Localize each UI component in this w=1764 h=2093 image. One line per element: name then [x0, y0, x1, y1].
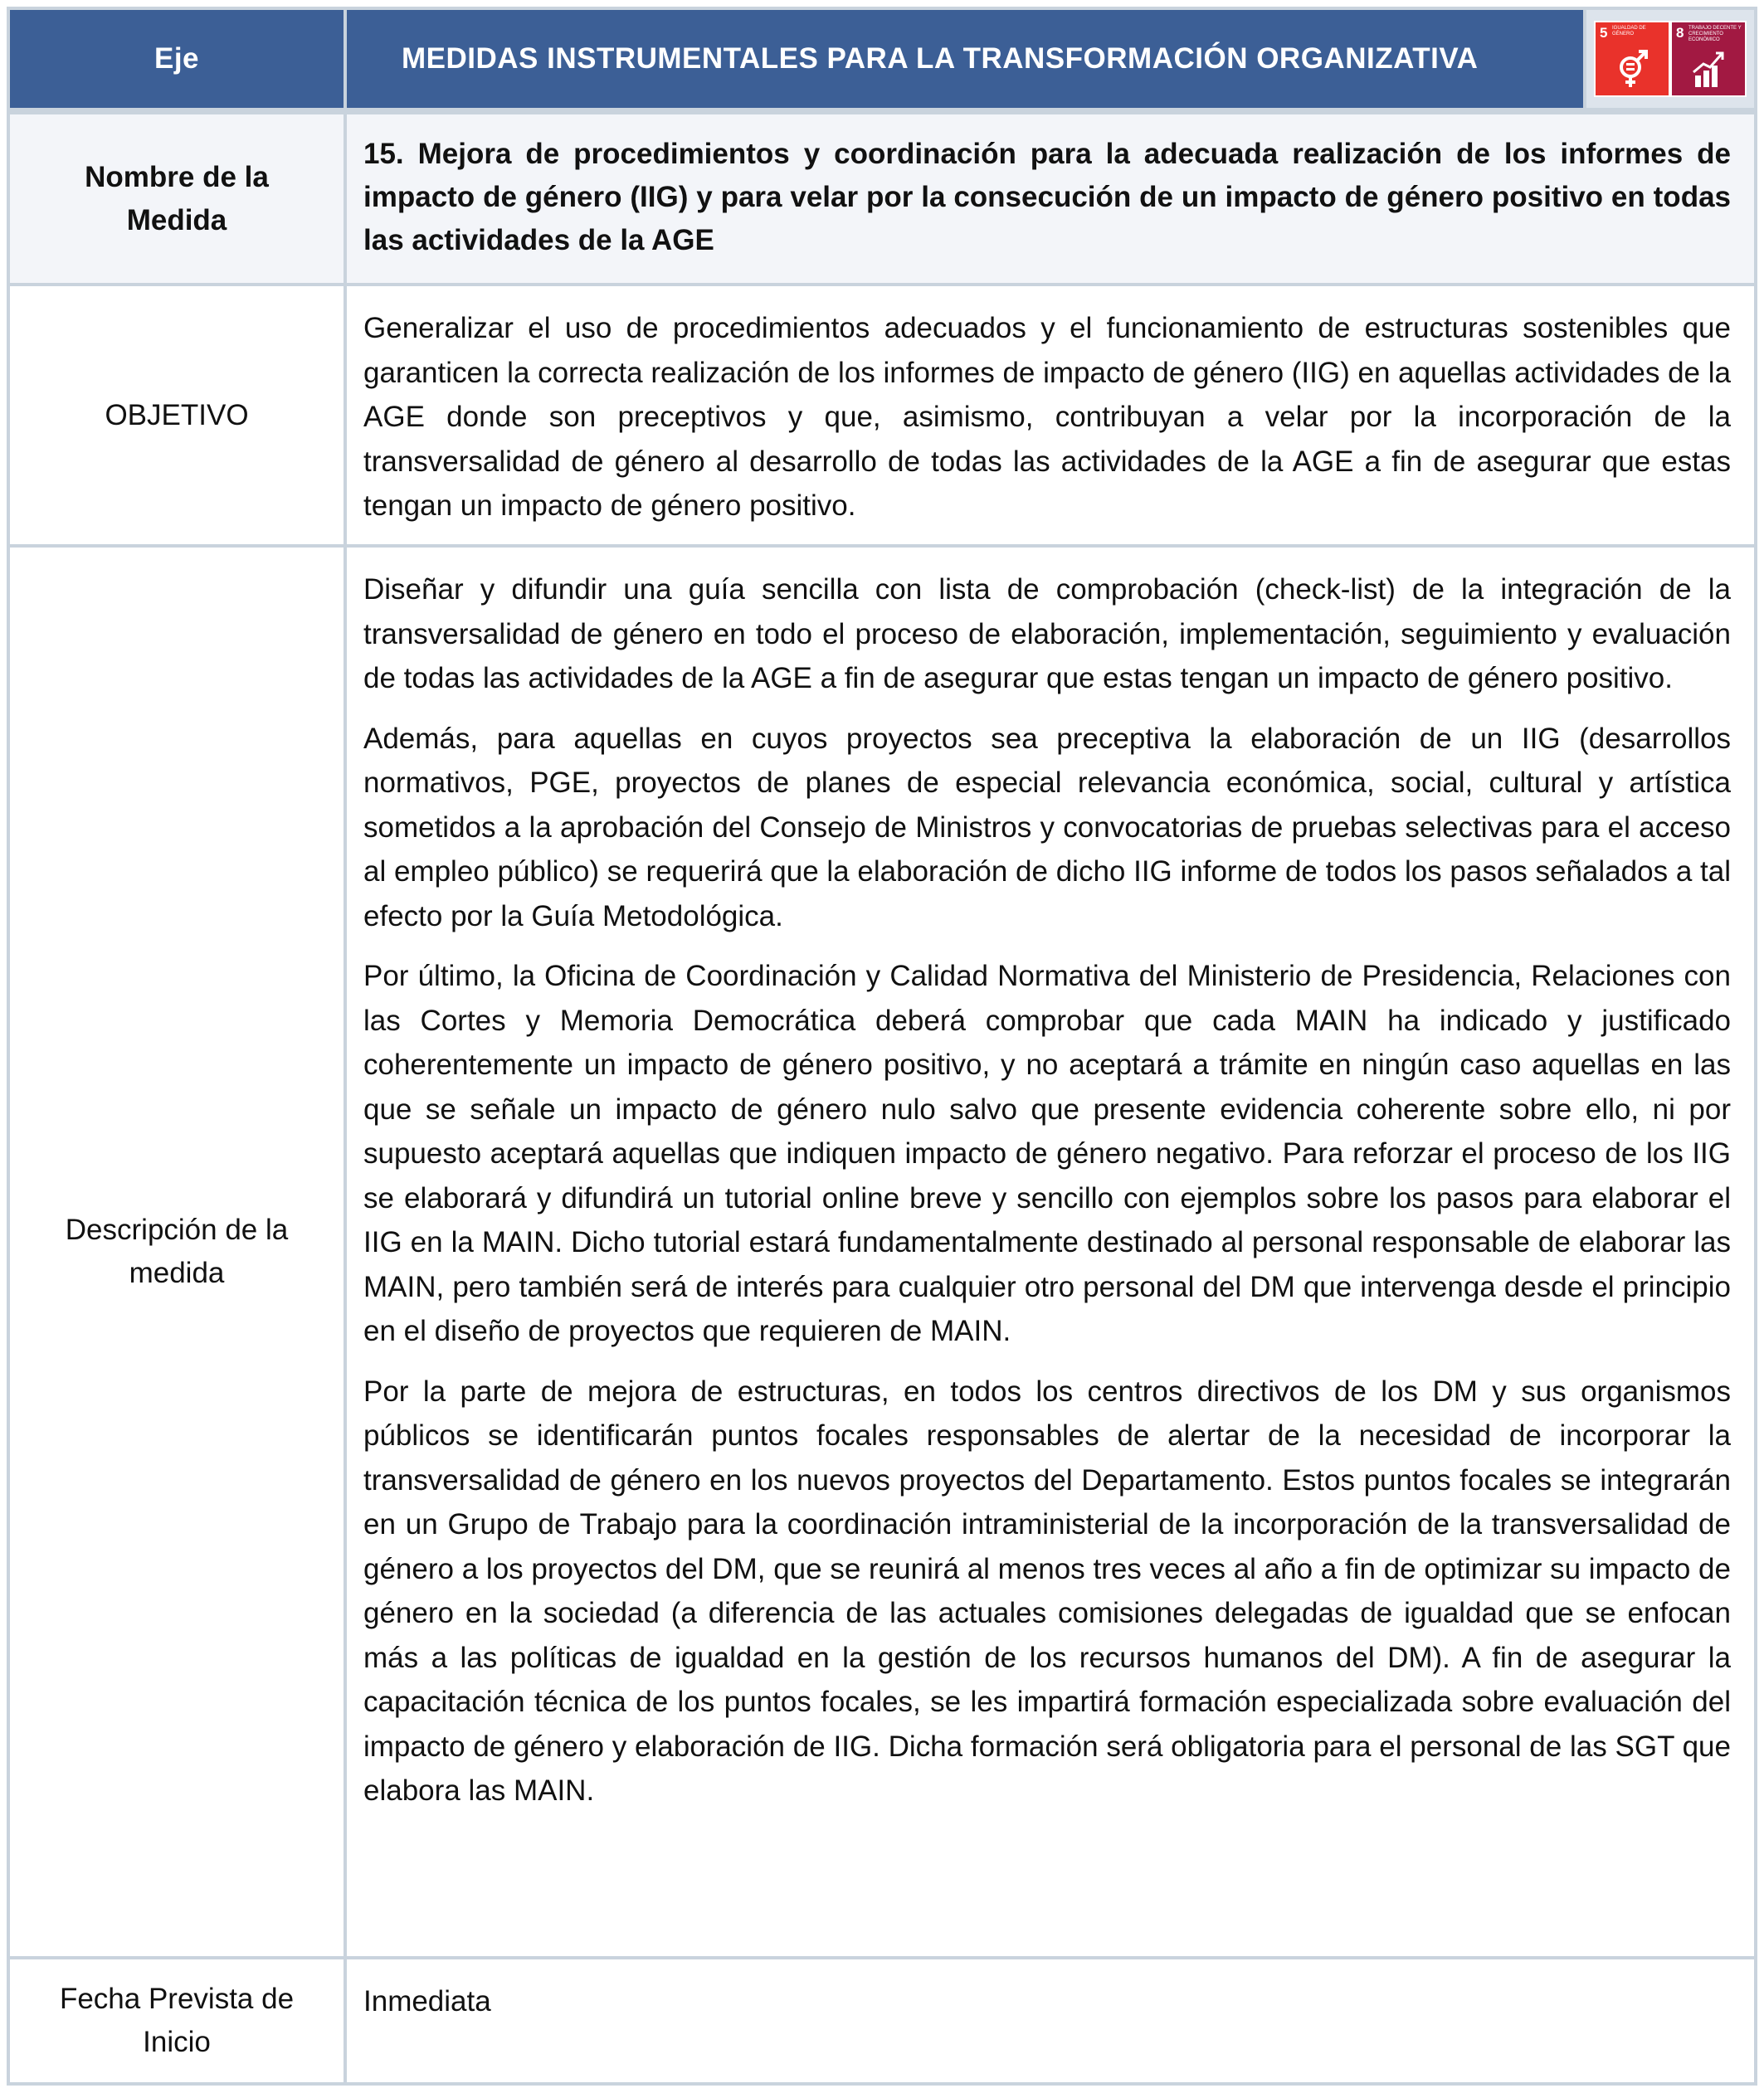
objetivo-label: OBJETIVO — [105, 398, 249, 431]
descripcion-paragraph: Diseñar y difundir una guía sencilla con lista de comprobación (check-list) de la integración de la transversalidad de género en todo el proceso de elaboración, implementación, seguimiento y evaluación de todas las actividades de la AGE a fin de asegurar que estas tengan un impacto de género positivo. — [363, 573, 1731, 694]
fecha-label: Fecha Prevista de Inicio — [59, 1983, 295, 2058]
descripcion-paragraph: Además, para aquellas en cuyos proyectos sea preceptiva la elaboración de un IIG (desarrollos normativos, PGE, proyectos de planes de especial relevancia económica, social, cultural y artística sometidos a la aprobación del Consejo de Ministros y convocatorias de pruebas selectivas para el acceso al empleo público) se requerirá que la elaboración de dicho IIG informe de todos los pasos señalados a tal efecto por la Guía Metodológica. — [363, 722, 1731, 932]
fecha-value: Inmediata — [363, 1985, 491, 2018]
measure-table — [7, 7, 1757, 2086]
sdg-5-badge — [1596, 22, 1669, 95]
sdg-8-badge — [1672, 22, 1745, 95]
sdg-badges — [1583, 10, 1754, 108]
sdg-8-label: TRABAJO DECENTE Y CRECIMIENTO ECONÓMICO — [1688, 26, 1742, 42]
fecha-value-cell — [347, 1959, 1754, 2082]
nombre-label-cell — [10, 114, 347, 283]
header-title: MEDIDAS INSTRUMENTALES PARA LA TRANSFORMACIÓN ORGANIZATIVA — [402, 42, 1479, 75]
sdg-8-number: 8 — [1676, 25, 1684, 41]
header-title-cell — [347, 10, 1754, 108]
descripcion-paragraph: Por último, la Oficina de Coordinación y Calidad Normativa del Ministerio de Presidencia, Relaciones con las Cortes y Memoria Democrática deberá comprobar que cada MAIN ha indicado y justificado coherentemente un impacto de género positivo, y no aceptará a trámite en ningún caso aquellas en las que se señale un impacto de género nulo salvo que presente evidencia coherente sobre ello, ni por supuesto aceptará aquellas que indiquen impacto de género negativo. Para reforzar el proceso de los IIG se elaborará y difundirá un tutorial online breve y sencillo con ejemplos sobre los pasos para elaborar el IIG en la MAIN. Dicho tutorial estará fundamentalmente destinado al personal responsable de elaborar las MAIN, pero también será de interés para cualquier otro personal del DM que intervenga desde el principio en el diseño de proyectos que requieren de MAIN. — [363, 960, 1731, 1347]
growth-chart-icon — [1690, 47, 1727, 89]
nombre-label: Nombre de la Medida — [85, 160, 269, 236]
table-header — [7, 7, 1757, 111]
objetivo-label-cell — [10, 286, 347, 544]
row-objetivo — [7, 283, 1757, 544]
sdg-5-number: 5 — [1600, 25, 1608, 41]
sdg-5-label: IGUALDAD DE GÉNERO — [1612, 26, 1646, 37]
row-nombre — [7, 111, 1757, 283]
gender-equality-icon — [1614, 47, 1650, 89]
descripcion-label-cell — [10, 548, 347, 1956]
objetivo-value-cell — [347, 286, 1754, 544]
row-fecha — [7, 1956, 1757, 2086]
row-descripcion — [7, 544, 1757, 1956]
descripcion-label: Descripción de la medida — [65, 1214, 289, 1289]
nombre-value: 15. Mejora de procedimientos y coordinación para la adecuada realización de los informes de impacto de género (IIG) y para velar por la consecución de un impacto de género positivo en todas las actividades de la AGE — [363, 138, 1731, 256]
objetivo-value: Generalizar el uso de procedimientos adecuados y el funcionamiento de estructuras sostenibles que garanticen la correcta realización de los informes de impacto de género (IIG) en aquellas actividades de la AGE donde son preceptivos y que, asimismo, contribuyan a velar por la incorporación de la transversalidad de género al desarrollo de todas las actividades de la AGE a fin de asegurar que estas tengan un impacto de género positivo. — [363, 312, 1731, 522]
fecha-label-cell — [10, 1959, 347, 2082]
descripcion-value-cell — [347, 548, 1754, 1956]
nombre-value-cell — [347, 114, 1754, 283]
descripcion-paragraph: Por la parte de mejora de estructuras, en todos los centros directivos de los DM y sus organismos públicos se identificarán puntos focales responsables de alertar de la necesidad de incorporar la transversalidad de género en los nuevos proyectos del Departamento. Estos puntos focales se integrarán en un Grupo de Trabajo para la coordinación intraministerial de la incorporación de la transversalidad de género a los proyectos del DM, que se reunirá al menos tres veces al año a fin de optimizar su impacto de género en la sociedad (a diferencia de las actuales comisiones delegadas de igualdad que se enfocan más a las políticas de igualdad en la gestión de los recursos humanos del DM). A fin de asegurar la capacitación técnica de los puntos focales, se les impartirá formación especializada sobre evaluación del impacto de género y elaboración de IIG. Dicha formación será obligatoria para el personal de las SGT que elabora las MAIN. — [363, 1375, 1731, 1807]
header-eje: Eje — [153, 42, 200, 75]
header-eje-cell — [10, 10, 347, 108]
